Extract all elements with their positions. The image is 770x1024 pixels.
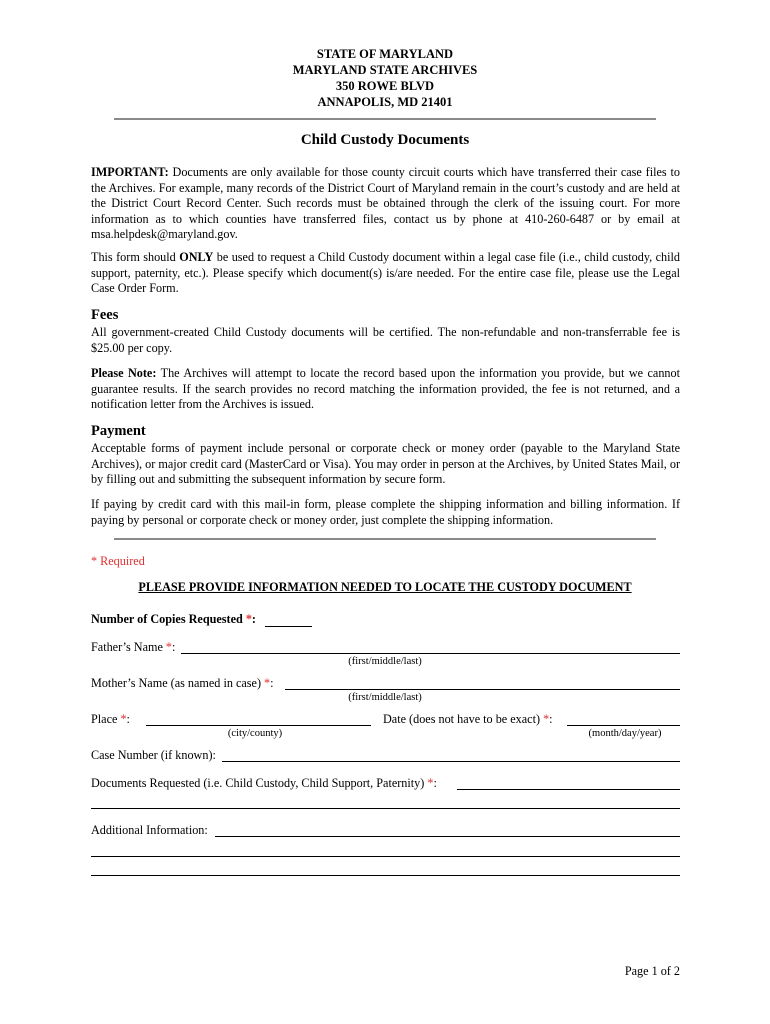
required-star: * xyxy=(427,776,434,790)
usage-pre: This form should xyxy=(91,250,180,264)
required-star: * xyxy=(543,712,550,726)
letterhead xyxy=(0,46,770,110)
fees-heading: Fees xyxy=(91,307,119,323)
form-heading: PLEASE PROVIDE INFORMATION NEEDED TO LOCATE THE CUSTODY DOCUMENT xyxy=(138,580,632,594)
date-field[interactable] xyxy=(567,725,680,726)
documents-field-line-2[interactable] xyxy=(91,808,680,809)
usage-only: ONLY xyxy=(179,250,214,264)
date-caption: (month/day/year) xyxy=(588,728,662,739)
mother-label-text: Mother’s Name (as named in case) xyxy=(91,676,265,690)
father-caption: (first/middle/last) xyxy=(348,656,422,667)
letterhead-agency: MARYLAND STATE ARCHIVES xyxy=(292,63,478,77)
payment-heading: Payment xyxy=(91,423,146,439)
required-star: * xyxy=(245,612,252,626)
page-title: Child Custody Documents xyxy=(300,132,470,148)
letterhead-state: STATE OF MARYLAND xyxy=(316,47,454,61)
documents-label-text: Documents Requested (i.e. Child Custody, Child Support, Paternity) xyxy=(91,776,428,790)
note-paragraph xyxy=(91,366,680,413)
father-label-text: Father’s Name xyxy=(91,640,166,654)
required-star: * xyxy=(120,712,127,726)
colon: : xyxy=(172,640,176,654)
important-text: Documents are only available for those county circuit courts which have transferred their case files to the Archives. For example, many records of the District Court of Maryland remain in the court’s custody and are held at the District Court Record Center. Such records must be obtained through the clerk of the issuing court. For more information as to which counties have transferred files, contact us by phone at 410-260-6487 or by email at msa.helpdesk@maryland.gov. xyxy=(91,165,680,241)
case-number-field[interactable] xyxy=(222,761,680,762)
billing-paragraph: If paying by credit card with this mail-in form, please complete the shipping information and billing information. If paying by personal or corporate check or money order, just complete the shipping information. xyxy=(91,497,680,527)
colon: : xyxy=(549,712,553,726)
note-text: The Archives will attempt to locate the record based upon the information you provide, but we cannot guarantee results. If the search provides no record matching the information provided, the fee is not returned, and a notification letter from the Archives is issued. xyxy=(91,366,680,411)
required-note: * Required xyxy=(91,554,145,568)
colon: : xyxy=(270,676,274,690)
colon: : xyxy=(251,612,256,626)
additional-info-field[interactable] xyxy=(215,836,680,837)
additional-info-label: Additional Information: xyxy=(91,823,208,837)
case-number-label: Case Number (if known): xyxy=(91,748,216,762)
copies-label xyxy=(91,612,256,627)
additional-info-line-3[interactable] xyxy=(91,875,680,876)
mother-caption: (first/middle/last) xyxy=(348,692,422,703)
father-name-field[interactable] xyxy=(181,653,680,654)
important-label: IMPORTANT: xyxy=(91,165,169,179)
mother-name-field[interactable] xyxy=(285,689,680,690)
documents-label xyxy=(91,776,437,791)
required-star: * xyxy=(264,676,271,690)
date-label xyxy=(383,712,553,727)
place-field[interactable] xyxy=(146,725,371,726)
usage-post: be used to request a Child Custody document within a legal case file (i.e., child custody, child support, paternity, etc.). Please specify which document(s) is/are needed. For the entire case file, please use the Legal Case Order Form. xyxy=(91,250,680,295)
mother-label xyxy=(91,676,274,691)
copies-field[interactable] xyxy=(265,626,312,627)
colon: : xyxy=(433,776,437,790)
copies-label-text: Number of Copies Requested xyxy=(91,612,246,626)
required-star: * xyxy=(165,640,173,654)
usage-paragraph xyxy=(91,250,680,297)
place-label-text: Place xyxy=(91,712,121,726)
section-divider xyxy=(114,538,656,540)
fees-paragraph: All government-created Child Custody documents will be certified. The non-refundable and non-transferrable fee is $25.00 per copy. xyxy=(91,325,680,355)
documents-field[interactable] xyxy=(457,789,680,790)
note-label: Please Note: xyxy=(91,366,157,380)
colon: : xyxy=(126,712,130,726)
letterhead-city: ANNAPOLIS, MD 21401 xyxy=(317,95,453,109)
page-number: Page 1 of 2 xyxy=(624,964,680,978)
date-label-text: Date (does not have to be exact) xyxy=(383,712,544,726)
father-label xyxy=(91,640,175,655)
place-caption: (city/county) xyxy=(227,728,283,739)
additional-info-line-2[interactable] xyxy=(91,856,680,857)
important-paragraph xyxy=(91,165,680,243)
letterhead-street: 350 ROWE BLVD xyxy=(335,79,435,93)
header-divider xyxy=(114,118,656,120)
payment-paragraph: Acceptable forms of payment include personal or corporate check or money order (payable to the Maryland State Archives), or major credit card (MasterCard or Visa). You may order in person at the Archives, by United States Mail, or by filling out and submitting the subsequent information by secure form. xyxy=(91,441,680,486)
place-label xyxy=(91,712,130,727)
